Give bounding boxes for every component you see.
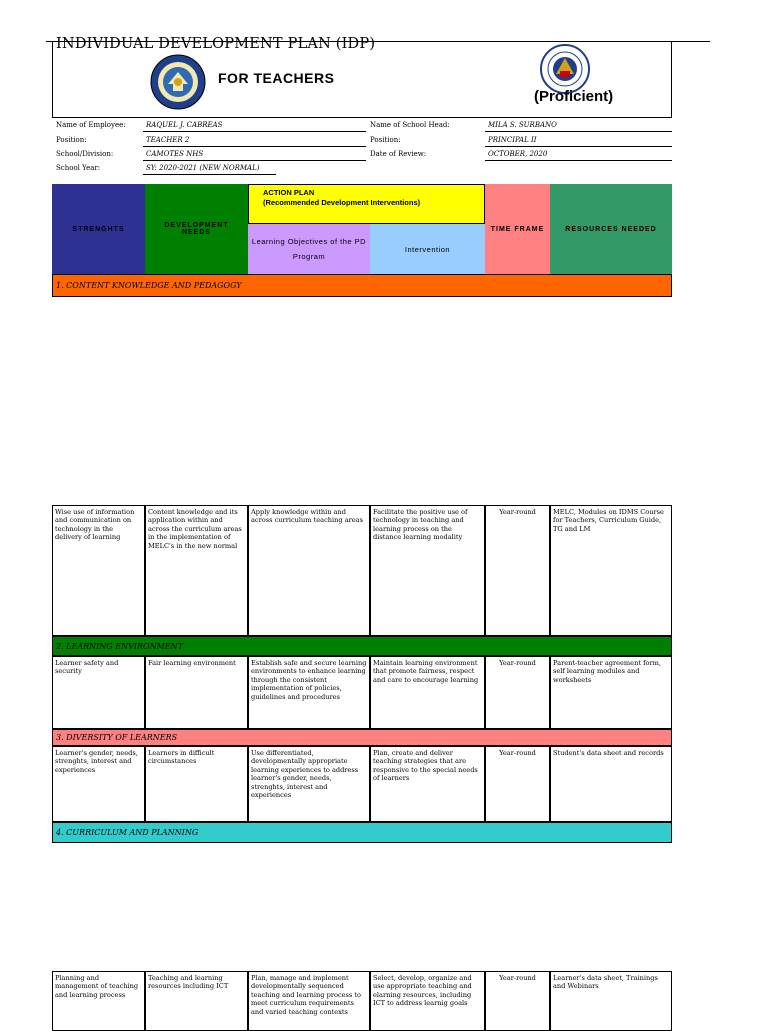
header-resources: RESOURCES NEEDED (550, 184, 672, 274)
info-rule-1a (143, 131, 366, 132)
head-value: MILA S. SURBANO (488, 121, 557, 129)
header-action-plan (248, 184, 485, 224)
info-rule-2b (485, 146, 672, 147)
row2-resources: Parent-teacher agreement form, self learning modules and worksheets (550, 656, 672, 729)
row4-strength: Planning and management of teaching and learning process (52, 971, 145, 1031)
document-subtitle: FOR TEACHERS (218, 70, 335, 86)
division-label: School/Division: (56, 150, 114, 158)
section-diversity-of-learners: 3. DIVERSITY OF LEARNERS (52, 729, 672, 746)
info-rule-3a (143, 160, 366, 161)
info-rule-3b (485, 160, 672, 161)
section-content-knowledge: 1. CONTENT KNOWLEDGE AND PEDAGOGY (52, 274, 672, 297)
head-position-value: PRINCIPAL II (488, 136, 537, 144)
review-label: Date of Review: (370, 150, 427, 158)
info-rule-top (52, 117, 672, 118)
row1-objective: Apply knowledge within and across curriculum teaching areas (248, 505, 370, 636)
deped-seal-right (540, 44, 590, 94)
document-title: INDIVIDUAL DEVELOPMENT PLAN (IDP) (56, 36, 376, 52)
proficiency-level: (Proficient) (534, 88, 614, 105)
position-label: Position: (56, 136, 87, 144)
header-strengths: STRENGHTS (52, 184, 145, 274)
action-plan-subtitle: (Recommended Development Interventions) (263, 198, 421, 208)
header-objectives: Learning Objectives of the PD Program (248, 224, 370, 274)
row3-time: Year-round (485, 746, 550, 822)
row4-need: Teaching and learning resources including ICT (145, 971, 248, 1031)
row3-objective: Use differentiated, developmentally appropriate learning experiences to address learner's gender, needs, strenghts, interest and experiences (248, 746, 370, 822)
section-curriculum-and-planning: 4. CURRICULUM AND PLANNING (52, 822, 672, 843)
info-rule-1b (485, 131, 672, 132)
row2-need: Fair learning environment (145, 656, 248, 729)
row3-strength: Learner's gender, needs, strenghts, interest and experiences (52, 746, 145, 822)
info-rule-4a (143, 174, 276, 175)
head-label: Name of School Head: (370, 121, 450, 129)
header-intervention: Intervention (370, 224, 485, 274)
header-development-needs: DEVELOPMENT NEEDS (145, 184, 248, 274)
row1-resources: MELC, Modules on IDMS Course for Teachers, Curriculum Guide, TG and LM (550, 505, 672, 636)
row2-strength: Learner safety and security (52, 656, 145, 729)
row3-intervention: Plan, create and deliver teaching strategies that are responsive to the special needs of learners (370, 746, 485, 822)
header-time-frame: TIME FRAME (485, 184, 550, 274)
info-rule-2a (143, 146, 366, 147)
row2-time: Year-round (485, 656, 550, 729)
row1-need: Content knowledge and its application within and across the curriculum areas in the implementation of MELC's in the new normal (145, 505, 248, 636)
row3-resources: Student's data sheet and records (550, 746, 672, 822)
row2-objective: Establish safe and secure learning environments to enhance learning through the consistent implementation of policies, guidelines and procedures (248, 656, 370, 729)
division-value: CAMOTES NHS (146, 150, 204, 158)
row4-resources: Learner's data sheet, Trainings and Webinars (550, 971, 672, 1031)
year-label: School Year: (56, 164, 101, 172)
row4-time: Year-round (485, 971, 550, 1031)
row2-intervention: Maintain learning environment that promote fairness, respect and care to encourage learning (370, 656, 485, 729)
employee-label: Name of Employee: (56, 121, 126, 129)
row1-intervention: Facilitate the positive use of technology in teaching and learning process on the distance learning modality (370, 505, 485, 636)
review-value: OCTOBER, 2020 (488, 150, 548, 158)
employee-value: RAQUEL J. CABREAS (146, 121, 223, 129)
year-value: SY: 2020-2021 (NEW NORMAL) (146, 164, 260, 172)
action-plan-title: ACTION PLAN (263, 188, 315, 197)
row3-need: Learners in difficult circumstances (145, 746, 248, 822)
row1-strength: Wise use of information and communication on technology in the delivery of learning (52, 505, 145, 636)
section-learning-environment: 2. LEARNING ENVIRONMENT (52, 636, 672, 656)
agency-seal-left (150, 54, 206, 110)
position-value: TEACHER 2 (146, 136, 190, 144)
row1-time: Year-round (485, 505, 550, 636)
row4-objective: Plan, manage and implement developmentally sequenced teaching and learning process to meet curriculum requirements and varied teaching contexts (248, 971, 370, 1031)
row4-intervention: Select, develop, organize and use appropriate teaching and elarning resources, including ICT to address learnig goals (370, 971, 485, 1031)
head-position-label: Position: (370, 136, 401, 144)
